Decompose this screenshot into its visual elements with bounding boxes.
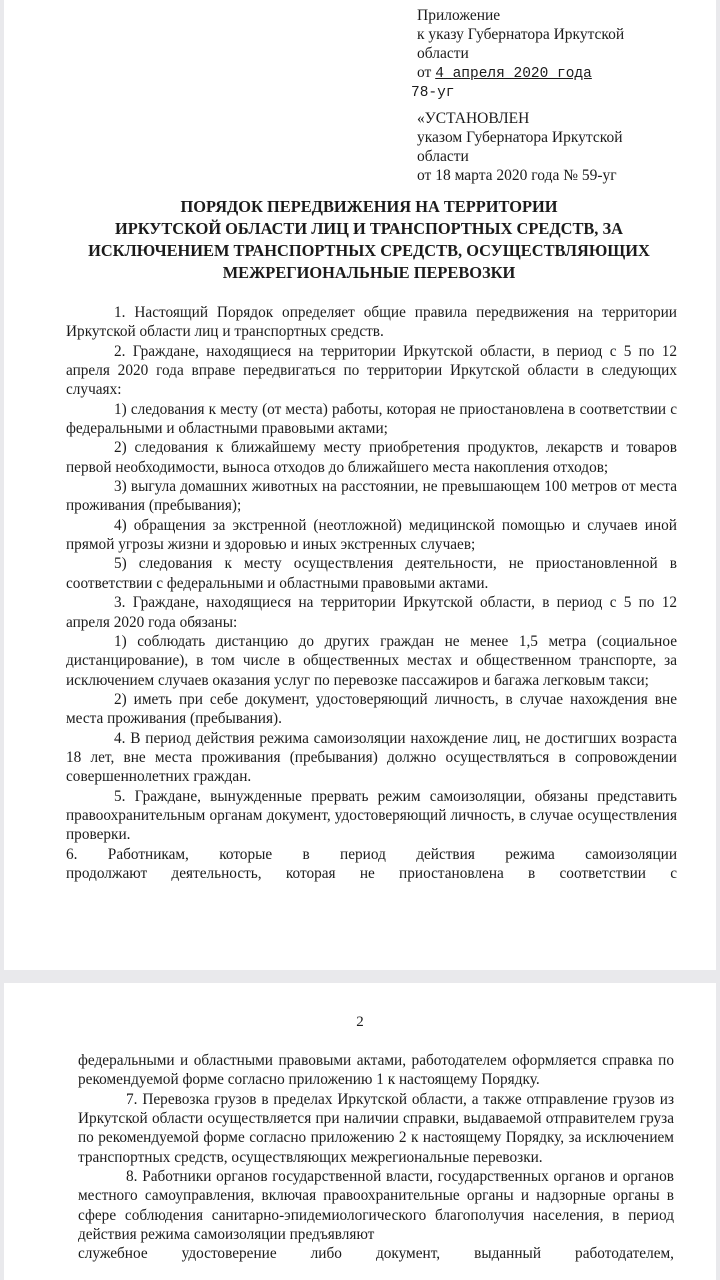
paragraph: 5. Граждане, вынужденные прервать режим самоизоляции, обязаны представить правоохранительным органам документ, удостоверяющий личность, в случае осуществления проверки.	[66, 787, 677, 844]
title-line: МЕЖРЕГИОНАЛЬНЫЕ ПЕРЕВОЗКИ	[222, 263, 516, 282]
appendix-decree-ref: к указу Губернатора Иркутской	[417, 26, 625, 43]
page-number: 2	[356, 1014, 364, 1030]
handwritten-decree-number: 78-уг	[411, 85, 455, 101]
appendix-header	[411, 6, 716, 185]
paragraph: 7. Перевозка грузов в пределах Иркутской области, а также отправление грузов из Иркутской области осуществляется при наличии справки, выдаваемой отправителем груза по рекомендуемой форме согласно приложению 2 к настоящему Порядку, за исключением транспортных средств, осуществляющих межрегиональные перевозки.	[78, 1090, 674, 1166]
paragraph: 2. Граждане, находящиеся на территории Иркутской области, в период с 5 по 12 апреля 2020 года вправе передвигаться по территории Иркутской области в следующих случаях:	[66, 342, 677, 399]
paragraph: 4) обращения за экстренной (неотложной) медицинской помощью и случаев иной прямой угрозы жизни и здоровью и иных экстренных случаев;	[66, 516, 677, 554]
paragraph: 3) выгула домашних животных на расстоянии, не превышающем 100 метров от места проживания (пребывания);	[66, 478, 677, 515]
appendix-date-line	[417, 63, 716, 84]
document-title	[64, 196, 674, 284]
date-prefix: от	[417, 64, 432, 81]
paragraph: 4. В период действия режима самоизоляции нахождение лиц, не достигших возраста 18 лет, вне места проживания (пребывания) должно осуществляться в сопровождении совершеннолетних граждан.	[66, 729, 677, 786]
paragraph: 3. Граждане, находящиеся на территории Иркутской области, в период с 5 по 12 апреля 2020 года обязаны:	[66, 594, 677, 631]
paragraph: 1) соблюдать дистанцию до других граждан не менее 1,5 метра (социальное дистанцирование), в том числе в общественных местах и общественном транспорте, за исключением случаев оказания услуг по перевозке пассажиров и багажа легковым такси;	[66, 632, 677, 689]
paragraph: 2) иметь при себе документ, удостоверяющий личность, в случае нахождения вне места проживания (пребывания).	[66, 690, 677, 728]
established-decree-ref: указом Губернатора Иркутской	[417, 129, 623, 146]
established-region: области	[417, 148, 469, 165]
paragraph-line: продолжают деятельность, которая не приостановлена в соответствии с	[66, 864, 677, 882]
paragraph: федеральными и областными правовыми актами, работодателем оформляется справка по рекомендуемой форме согласно приложению 1 к настоящему Порядку.	[78, 1052, 674, 1089]
established-date: от 18 марта 2020 года № 59-уг	[417, 167, 617, 184]
title-line: ИСКЛЮЧЕНИЕМ ТРАНСПОРТНЫХ СРЕДСТВ, ОСУЩЕСТВЛЯЮЩИХ	[88, 241, 650, 260]
established-block	[417, 109, 716, 185]
document-page-1	[4, 0, 716, 970]
appendix-region: области	[417, 45, 469, 62]
paragraph: 1) следования к месту (от места) работы, которая не приостановлена в соответствии с федеральными и областными правовыми актами;	[66, 400, 677, 438]
paragraph: 2) следования к ближайшему месту приобретения продуктов, лекарств и товаров первой необходимости, выноса отходов до ближайшего места накопления отходов;	[66, 439, 677, 476]
appendix-label: Приложение	[417, 7, 501, 24]
page1-body	[66, 303, 677, 883]
title-line: ИРКУТСКОЙ ОБЛАСТИ ЛИЦ И ТРАНСПОРТНЫХ СРЕДСТВ, ЗА	[114, 219, 623, 238]
page2-body	[78, 1051, 674, 1264]
paragraph-line: служебное удостоверение либо документ, выданный работодателем,	[78, 1245, 674, 1263]
paragraph: 8. Работники органов государственной власти, государственных органов и органов местного самоуправления, включая правоохранительные органы и надзорные органы в сфере соблюдения санитарно-эпидемиологического благополучия населения, в период действия режима самоизоляции предъявляют	[78, 1168, 674, 1244]
title-line: ПОРЯДОК ПЕРЕДВИЖЕНИЯ НА ТЕРРИТОРИИ	[180, 197, 558, 216]
established-label: «УСТАНОВЛЕН	[417, 110, 530, 127]
paragraph: 5) следования к месту осуществления деятельности, не приостановленной в соответствии с федеральными и областными правовыми актами.	[66, 555, 677, 592]
paragraph: 1. Настоящий Порядок определяет общие правила передвижения на территории Иркутской области лиц и транспортных средств.	[66, 304, 677, 341]
paragraph-line: 6. Работникам, которые в период действия режима самоизоляции	[66, 845, 677, 863]
handwritten-date: 4 апреля 2020 года	[435, 66, 592, 82]
